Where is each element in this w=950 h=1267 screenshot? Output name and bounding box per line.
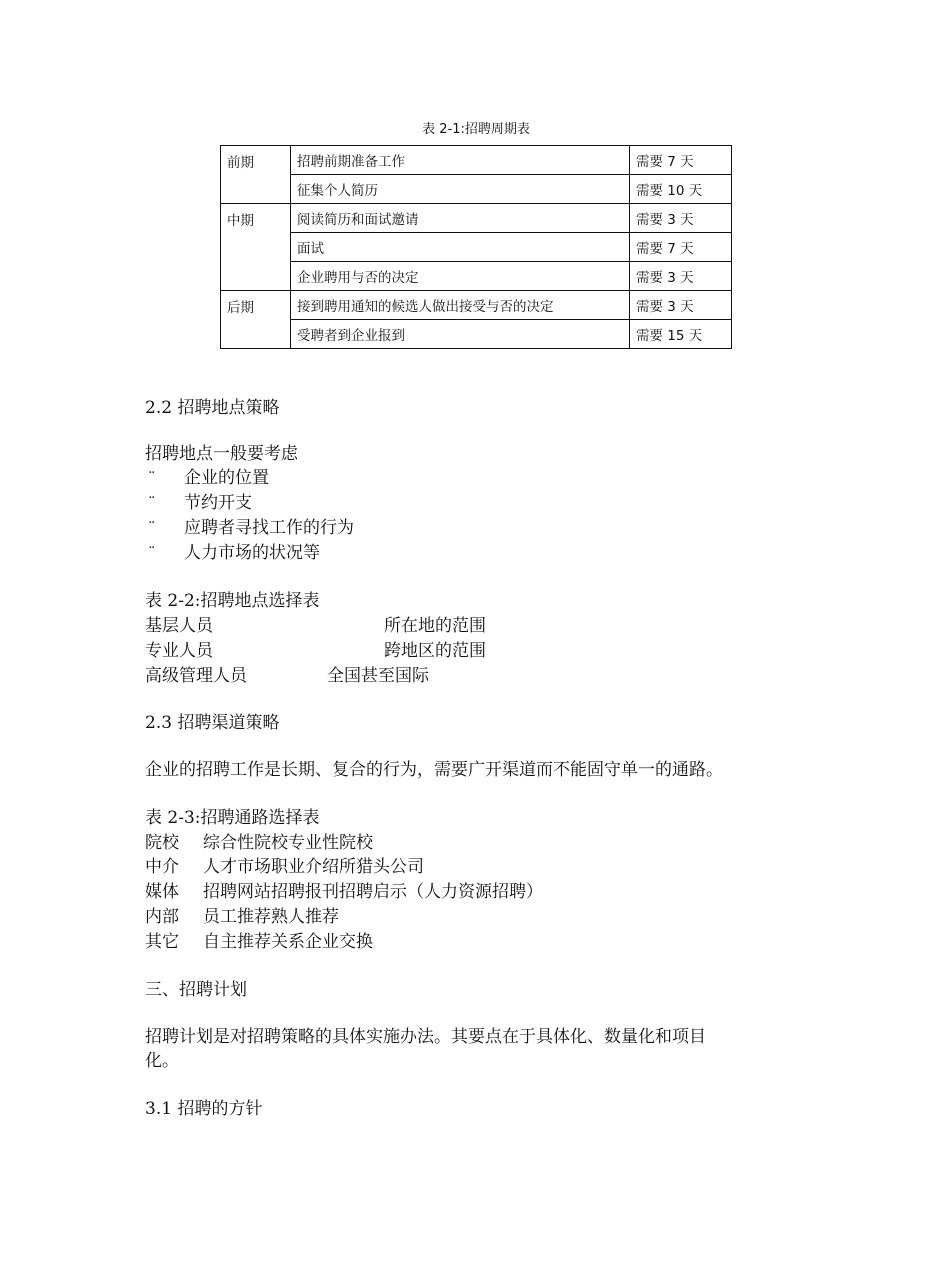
- task-cell: 面试: [291, 233, 630, 262]
- location-scope: 跨地区的范围: [384, 641, 486, 661]
- table-2-3-caption: 表 2-3:招聘通路选择表: [145, 808, 320, 828]
- channel-options: 人才市场职业介绍所猎头公司: [203, 857, 424, 877]
- location-level: 基层人员: [145, 616, 213, 636]
- task-cell: 招聘前期准备工作: [291, 146, 630, 175]
- channel-options: 员工推荐熟人推荐: [203, 907, 339, 927]
- duration-cell: 需要 15 天: [630, 320, 732, 349]
- phase-late-label: 后期: [221, 291, 291, 349]
- section-2-2-intro: 招聘地点一般要考虑: [145, 444, 298, 464]
- section-2-3-paragraph: 企业的招聘工作是长期、复合的行为，需要广开渠道而不能固守单一的通路。: [145, 760, 723, 780]
- table-2-1-caption: 表 2-1:招聘周期表: [422, 122, 530, 137]
- section-2-3-heading: 2.3 招聘渠道策略: [145, 713, 280, 733]
- channel-options: 招聘网站招聘报刊招聘启示（人力资源招聘）: [203, 882, 543, 902]
- bullet-mark: ¨: [148, 469, 156, 487]
- bullet-mark: ¨: [148, 519, 156, 537]
- channel-options: 综合性院校专业性院校: [203, 833, 373, 853]
- channel-name: 中介: [145, 857, 179, 877]
- task-cell: 受聘者到企业报到: [291, 320, 630, 349]
- channel-name: 内部: [145, 907, 179, 927]
- list-item: 应聘者寻找工作的行为: [184, 518, 354, 538]
- task-cell: 征集个人简历: [291, 175, 630, 204]
- list-item: 人力市场的状况等: [184, 543, 320, 563]
- duration-cell: 需要 3 天: [630, 291, 732, 320]
- bullet-mark: ¨: [148, 494, 156, 512]
- location-scope: 所在地的范围: [384, 616, 486, 636]
- table-row: [221, 320, 732, 349]
- channel-name: 院校: [145, 833, 179, 853]
- duration-cell: 需要 7 天: [630, 146, 732, 175]
- section-2-2-heading: 2.2 招聘地点策略: [145, 398, 280, 418]
- section-3-heading: 三、招聘计划: [145, 980, 247, 1000]
- location-scope: 全国甚至国际: [327, 666, 429, 686]
- duration-cell: 需要 10 天: [630, 175, 732, 204]
- list-item: 企业的位置: [184, 468, 269, 488]
- list-item: 节约开支: [184, 493, 252, 513]
- recruitment-cycle-table: [220, 145, 732, 349]
- section-3-paragraph-line-1: 招聘计划是对招聘策略的具体实施办法。其要点在于具体化、数量化和项目: [145, 1027, 706, 1047]
- table-row: [221, 262, 732, 291]
- duration-cell: 需要 3 天: [630, 262, 732, 291]
- table-row: [221, 175, 732, 204]
- channel-name: 其它: [145, 932, 179, 952]
- phase-early-label: 前期: [221, 146, 291, 204]
- location-level: 高级管理人员: [145, 666, 247, 686]
- channel-name: 媒体: [145, 882, 179, 902]
- channel-options: 自主推荐关系企业交换: [203, 932, 373, 952]
- table-row: [221, 291, 732, 320]
- phase-middle-label: 中期: [221, 204, 291, 291]
- task-cell: 阅读简历和面试邀请: [291, 204, 630, 233]
- location-level: 专业人员: [145, 641, 213, 661]
- section-3-paragraph-line-2: 化。: [145, 1051, 179, 1071]
- duration-cell: 需要 3 天: [630, 204, 732, 233]
- bullet-mark: ¨: [148, 544, 156, 562]
- task-cell: 接到聘用通知的候选人做出接受与否的决定: [291, 291, 630, 320]
- task-cell: 企业聘用与否的决定: [291, 262, 630, 291]
- table-2-2-caption: 表 2-2:招聘地点选择表: [145, 591, 320, 611]
- table-row: [221, 204, 732, 233]
- table-row: [221, 233, 732, 262]
- table-row: [221, 146, 732, 175]
- section-3-1-heading: 3.1 招聘的方针: [145, 1099, 263, 1119]
- duration-cell: 需要 7 天: [630, 233, 732, 262]
